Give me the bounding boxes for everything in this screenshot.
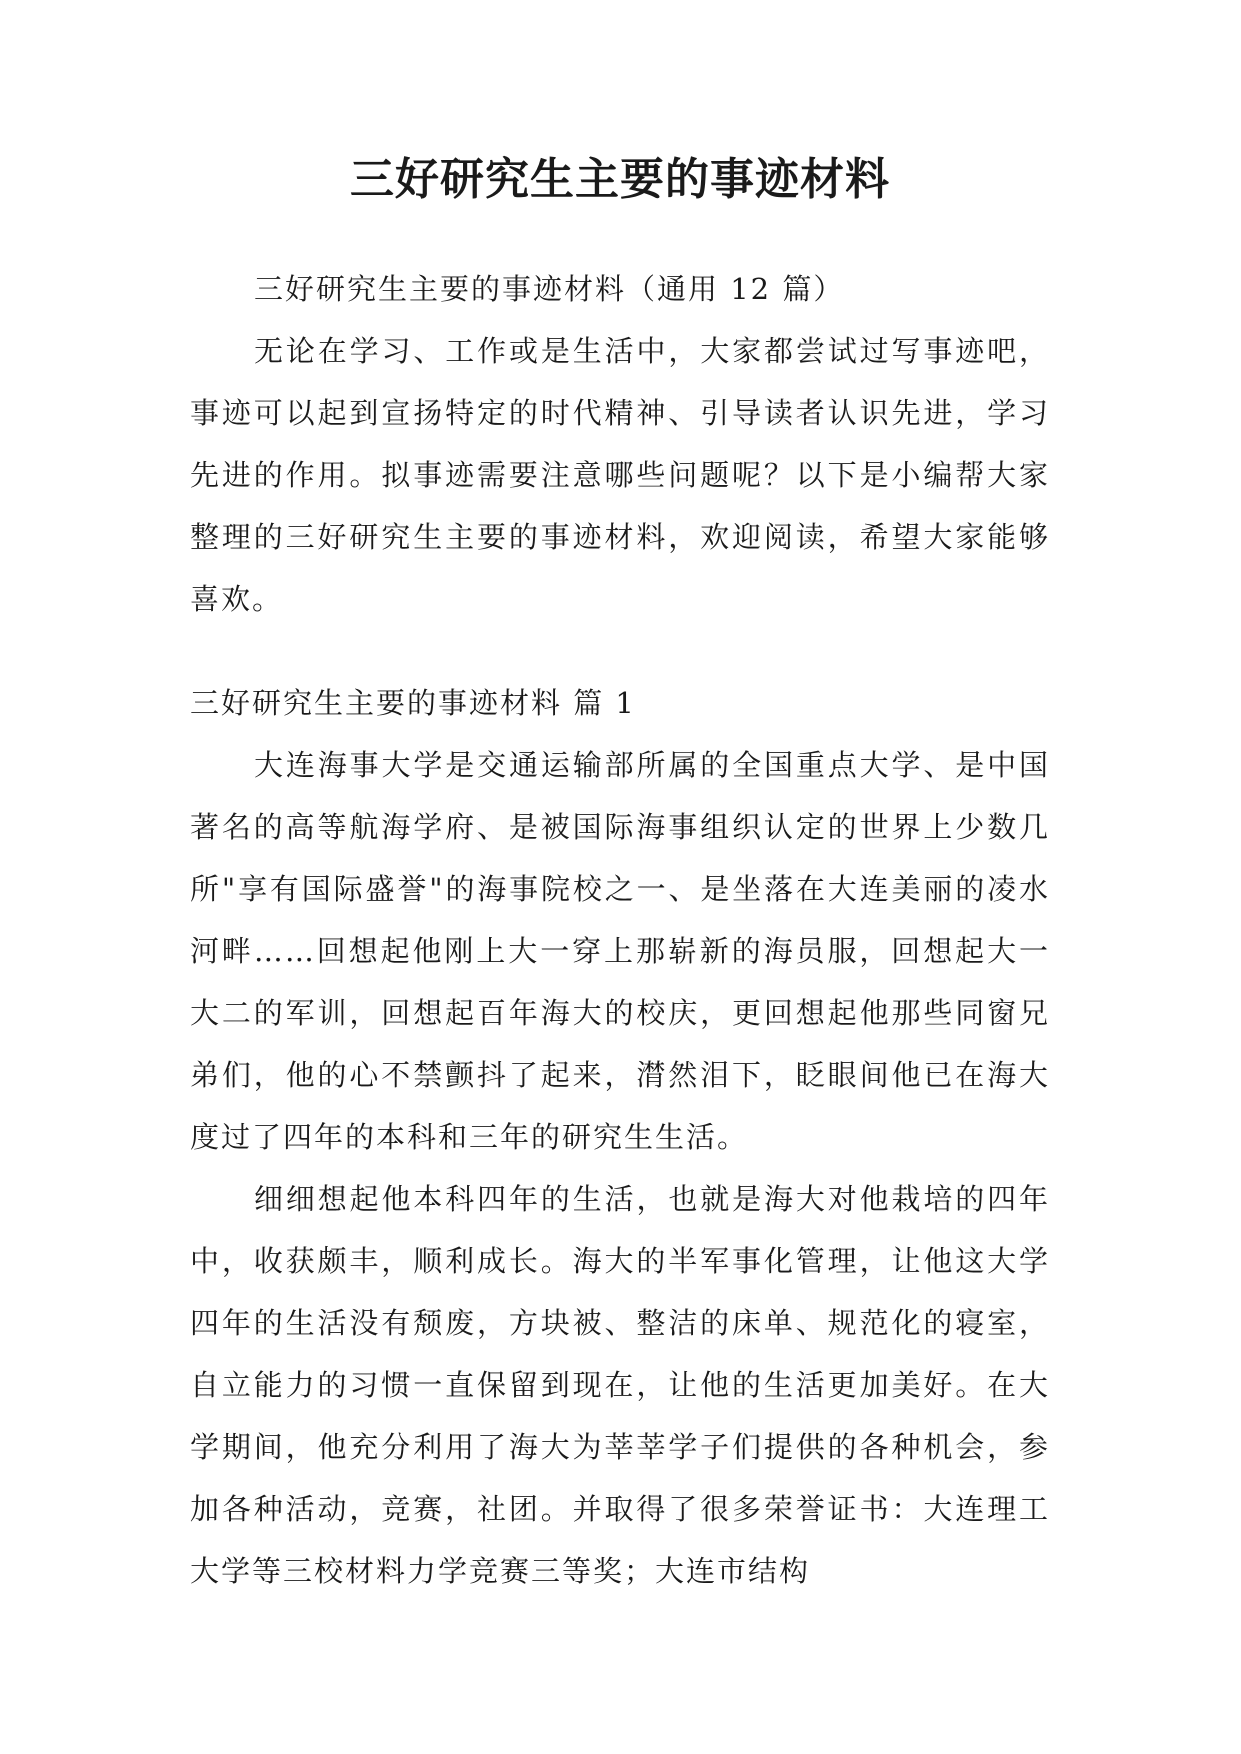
- intro-paragraph: 无论在学习、工作或是生活中，大家都尝试过写事迹吧，事迹可以起到宣扬特定的时代精神、引导读者认识先进，学习先进的作用。拟事迹需要注意哪些问题呢？以下是小编帮大家整理的三好研究生主要的事迹材料，欢迎阅读，希望大家能够喜欢。: [190, 334, 1050, 616]
- document-page: [190, 0, 1050, 1754]
- body-paragraph-1: 大连海事大学是交通运输部所属的全国重点大学、是中国著名的高等航海学府、是被国际海事组织认定的世界上少数几所"享有国际盛誉"的海事院校之一、是坐落在大连美丽的凌水河畔……回想起他刚上大一穿上那崭新的海员服，回想起大一大二的军训，回想起百年海大的校庆，更回想起他那些同窗兄弟们，他的心不禁颤抖了起来，潸然泪下，眨眼间他已在海大度过了四年的本科和三年的研究生生活。: [190, 748, 1050, 1154]
- section-heading: 三好研究生主要的事迹材料 篇 1: [190, 686, 636, 720]
- document-body: [190, 258, 1050, 1602]
- body-paragraph-2: 细细想起他本科四年的生活，也就是海大对他栽培的四年中，收获颇丰，顺利成长。海大的半军事化管理，让他这大学四年的生活没有颓废，方块被、整洁的床单、规范化的寝室，自立能力的习惯一直保留到现在，让他的生活更加美好。在大学期间，他充分利用了海大为莘莘学子们提供的各种机会，参加各种活动，竞赛，社团。并取得了很多荣誉证书：大连理工大学等三校材料力学竞赛三等奖；大连市结构: [190, 1182, 1050, 1588]
- document-subtitle: 三好研究生主要的事迹材料（通用 12 篇）: [254, 272, 845, 306]
- document-title: 三好研究生主要的事迹材料: [350, 154, 890, 205]
